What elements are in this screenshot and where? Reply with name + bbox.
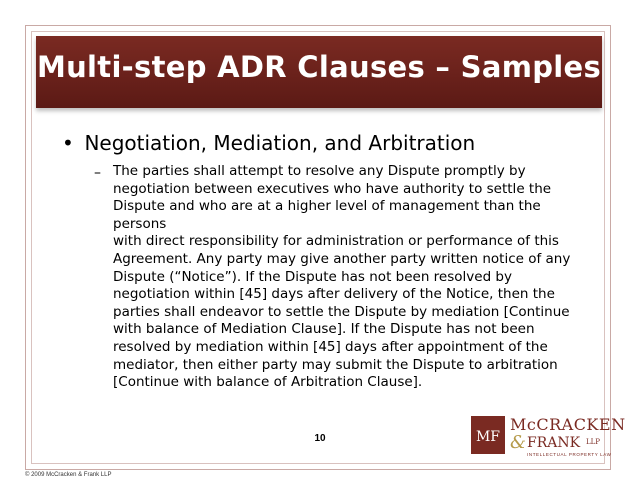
bullet-heading: Negotiation, Mediation, and Arbitration [84, 131, 476, 155]
monogram-logo-icon [470, 415, 506, 455]
page-number: 10 [314, 433, 326, 444]
monogram-text: MF [475, 429, 501, 445]
logo-name-line1: McCRACKEN [510, 415, 626, 434]
logo-name-line2: FRANK [527, 435, 581, 451]
slide-title: Multi-step ADR Clauses – Samples [36, 50, 602, 84]
bullet-marker: • [62, 131, 74, 155]
bullet-item [62, 131, 475, 155]
firm-logo [470, 412, 626, 460]
title-bar [36, 36, 602, 108]
copyright-notice: © 2009 McCracken & Frank LLP [25, 472, 112, 478]
logo-ampersand: & [510, 432, 527, 453]
clause-text: The parties shall attempt to resolve any Dispute promptly by negotiation between executives who have authority to settle the Dispute and who are at a higher level of management than the persons with direct responsibility for administration or performance of this Agreement. Any party may give another party written notice of any Dispute (“Notice”). If the Dispute has not been resolved by negotiation within [45] days after delivery of the Notice, then the parties shall endeavor to settle the Dispute by mediation [Continue with balance of Mediation Clause]. If the Dispute has not been resolved by mediation within [45] days after appointment of the mediator, then either party may submit the Dispute to arbitration [Continue with balance of Arbitration Clause]. [113, 163, 571, 391]
logo-suffix: LLP [586, 438, 601, 446]
sub-item-marker: – [94, 165, 101, 181]
logo-tagline: INTELLECTUAL PROPERTY LAW [527, 452, 612, 457]
